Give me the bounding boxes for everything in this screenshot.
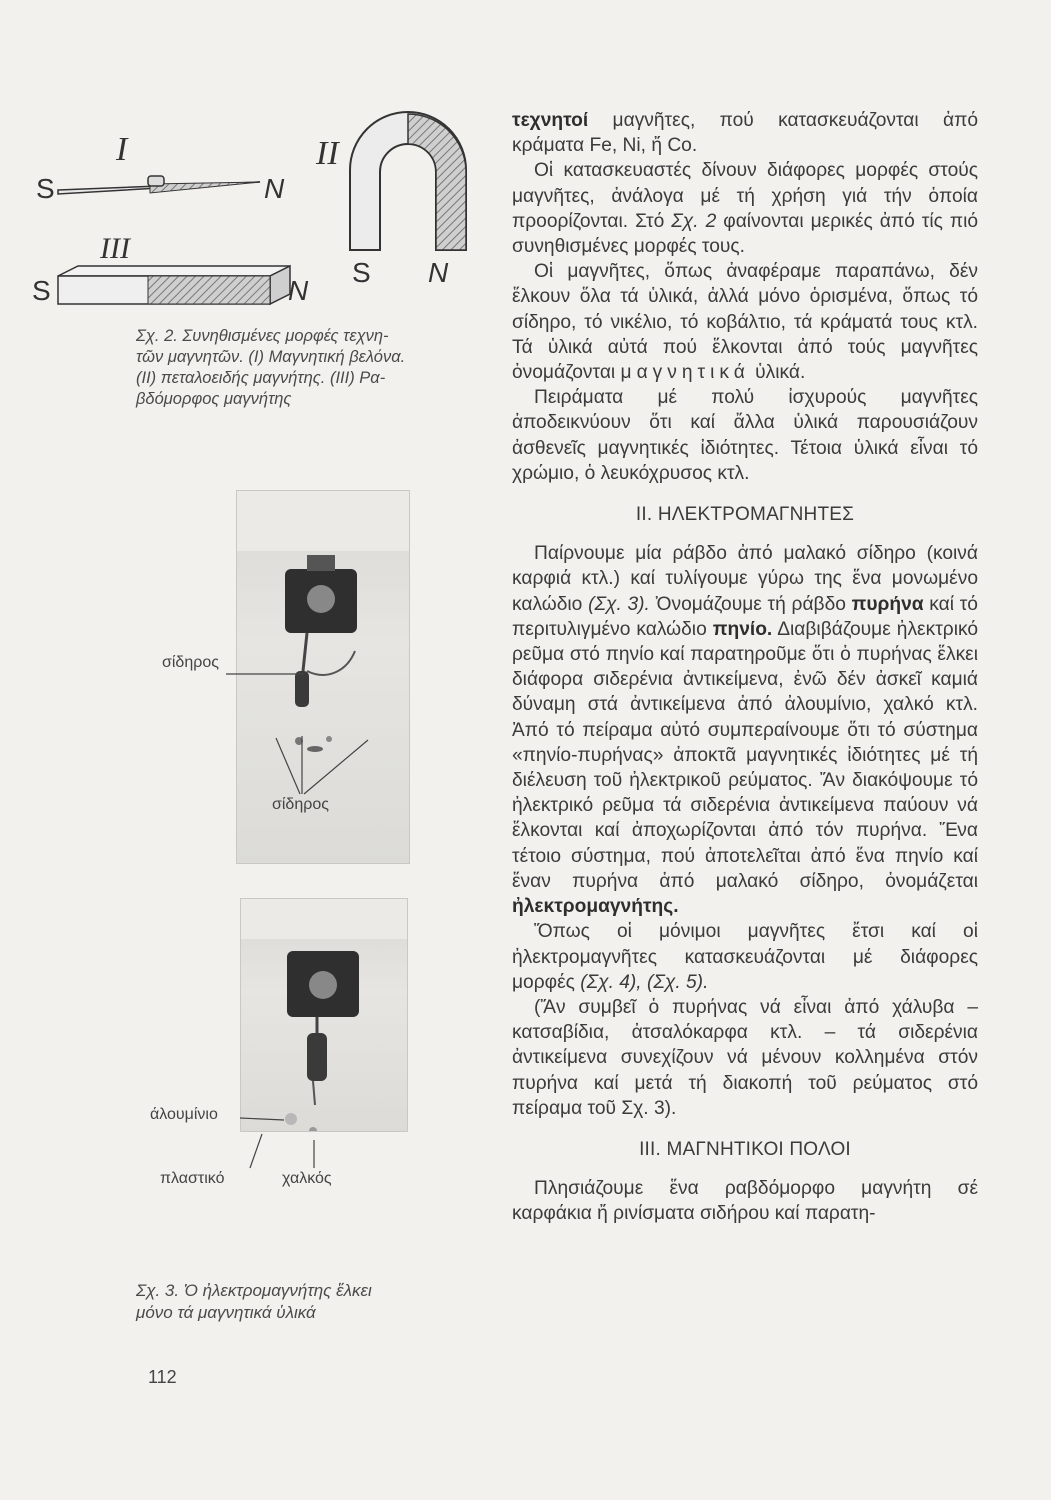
text-run: Παίρνουμε μία ράβδο ἀπό μαλακό σίδηρο (κοινά καρφιά κτλ.) καί τυλίγουμε γύρω της ἕνα μονωμένο καλώδιο [512, 543, 978, 615]
paragraph-electromagnet-experiment [512, 541, 978, 919]
figure-reference: Σχ. 2 [671, 210, 717, 232]
section-heading-electromagnets: II. ΗΛΕΚΤΡΟΜΑΓΝΗΤΕΣ [635, 504, 855, 526]
label-iron-lower: σίδηρος [272, 796, 329, 813]
text-run: Οἱ μαγνῆτες, ὅπως ἀναφέραμε παραπάνω, δέν ἕλκουν ὅλα τά ὑλικά, ἀλλά μόνο ὁρισμένα, ὅπως τό σίδηρο, τό νικέλιο, τό κοβάλτιο, τά κράματά τους κτλ. Τά ὑλικά αὐτά πού ἕλκονται ἀπό τούς μαγνῆτες ὀνομάζονται [512, 261, 978, 384]
figure-3-caption-line: Σχ. 3. Ὁ ἠλεκτρομαγνήτης ἕλκει [136, 1281, 372, 1300]
paragraph-magnetic-materials [512, 259, 978, 385]
paragraph-manufacturers [512, 158, 978, 259]
spaced-term: μαγνητικά [620, 362, 750, 384]
text-run: μαγνῆτες, πού κατασκευάζονται ἀπό κράματα Fe, Ni, ἤ Co. [512, 110, 978, 157]
bold-term: πηνίο. [712, 618, 773, 640]
bold-term: ἠλεκτρομαγνήτης. [512, 896, 679, 918]
paragraph-forms [512, 919, 978, 995]
label-roman-2: II [316, 135, 339, 172]
pointer-lines-materials [240, 1110, 330, 1170]
horseshoe-s-label: S [352, 257, 371, 288]
text-run: Οἱ κατασκευαστές δίνουν διάφορες μορφές στούς μαγνῆτες, ἀνάλογα μέ τή χρήση γιά τήν ὁποία προορίζονται. Στό [512, 160, 978, 232]
paragraph-bar-magnet-filings: Πλησιάζουμε ἕνα ραβδόμορφο μαγνήτη σέ καρφάκια ἤ ρινίσματα σιδήρου καί παρατη- [512, 1178, 978, 1225]
text-run: Ὅπως οἱ μόνιμοι μαγνῆτες ἔτσι καί οἱ ἠλεκτρομαγνῆτες κατασκευάζονται μέ διάφορες μορφές [512, 921, 978, 993]
needle-s-label: S [36, 173, 55, 204]
figure-3-photo-bottom [240, 898, 408, 1132]
electromagnet-photo-2 [241, 899, 407, 1131]
label-aluminium: άλουμίνιο [150, 1106, 218, 1123]
figure-3-caption-line: μόνο τά μαγνητικά ὑλικά [136, 1303, 316, 1322]
paragraph-steel-core: (Ἄν συμβεῖ ὁ πυρήνας νά εἶναι ἀπό χάλυβα – κατσαβίδια, ἀτσαλόκαρφα κτλ. – τά σιδερένια ἀντικείμενα συνεχίζουν νά μένουν κολλημένα στόν πυρήνα καί μετά τή διακοπή τοῦ ρεύματος στό πείραμα τοῦ Σχ. 3). [512, 996, 978, 1119]
bar-n-label: N [288, 275, 309, 306]
paragraph-artificial-magnets [512, 108, 978, 158]
body-text-column [512, 108, 978, 1227]
label-iron-upper: σίδηρος [162, 654, 219, 671]
needle-n-label: N [264, 173, 285, 204]
figure-2-caption-line: (II) πεταλοειδής μαγνήτης. (III) Ρα- [136, 369, 386, 387]
pointer-lines-iron-lower [262, 730, 372, 796]
section-heading-magnetic-poles: III. ΜΑΓΝΗΤΙΚΟΙ ΠΟΛΟΙ [639, 1138, 851, 1160]
figure-3-caption [136, 1280, 496, 1324]
pointer-line-iron-upper [226, 668, 306, 680]
figure-2-caption-line: Σχ. 2. Συνηθισμένες μορφές τεχνη- [136, 327, 389, 345]
text-run: καί τό περιτυλιγμένο καλώδιο [512, 593, 978, 640]
figure-reference: (Σχ. 3). [588, 593, 650, 615]
bold-term: τεχνητοί [512, 110, 589, 131]
label-roman-3: III [100, 232, 130, 265]
label-roman-1: I [116, 131, 128, 168]
figure-2-magnets-drawing [30, 110, 470, 320]
label-plastic: πλαστικό [160, 1170, 225, 1187]
paragraph-weak-magnetism: Πειράματα μέ πολύ ἰσχυρούς μαγνῆτες ἀποδεικνύουν ὅτι καί ἄλλα ὑλικά παρουσιάζουν ἀσθενεῖς μαγνητικές ἰδιότητες. Τέτοια ὑλικά εἶναι τό χρώμιο, ὁ λευκόχρυσος κτλ. [512, 387, 978, 484]
bold-term: πυρήνα [851, 593, 924, 615]
horseshoe-n-label: N [428, 257, 449, 288]
text-run: Ὀνομάζουμε τή ράβδο [649, 593, 852, 615]
text-run: ὑλικά. [749, 362, 806, 384]
figure-2-caption-line: βδόμορφος μαγνήτης [136, 390, 292, 408]
figure-reference: (Σχ. 4), (Σχ. 5). [580, 971, 709, 993]
text-run: φαίνονται μερικές ἀπό τίς πιό συνηθισμένες μορφές τους. [512, 210, 979, 258]
text-run: Διαβιβάζουμε ἠλεκτρικό ρεῦμα στό πηνίο καί παρατηροῦμε ὅτι ὁ πυρήνας ἕλκει διάφορα σιδερένια ἀντικείμενα, ἐνῶ δέν ἀσκεῖ καμιά δύναμη στά ἀντικείμενα ἀπό ἀλουμίνιο, χαλκό κτλ. Ἀπό τό πείραμα αὐτό συμπεραίνουμε ὅτι τό σύστημα «πηνίο-πυρήνας» ἀποκτᾶ μαγνητικές ἰδιότητες μέ τή διέλευση τοῦ ἠλεκτρικοῦ ρεύματος. Ἄν διακόψουμε τό ἠλεκτρικό ρεῦμα τά σιδερένια ἀντικείμενα παύουν νά ἕλκονται καί ἀποχωρίζονται ἀπό τόν πυρήνα. Ἕνα τέτοιο σύστημα, πού ἀποτελεῖται ἀπό ἕνα πηνίο καί ἕναν πυρήνα ἀπό μαλακό σίδηρο, ὀνομάζεται [512, 618, 978, 892]
page-number: 112 [148, 1367, 177, 1387]
figure-2-caption [136, 326, 476, 410]
bar-s-label: S [32, 275, 51, 306]
label-copper: χαλκός [282, 1170, 332, 1187]
figure-2-caption-line: τῶν μαγνητῶν. (I) Μαγνητική βελόνα. [136, 348, 406, 366]
